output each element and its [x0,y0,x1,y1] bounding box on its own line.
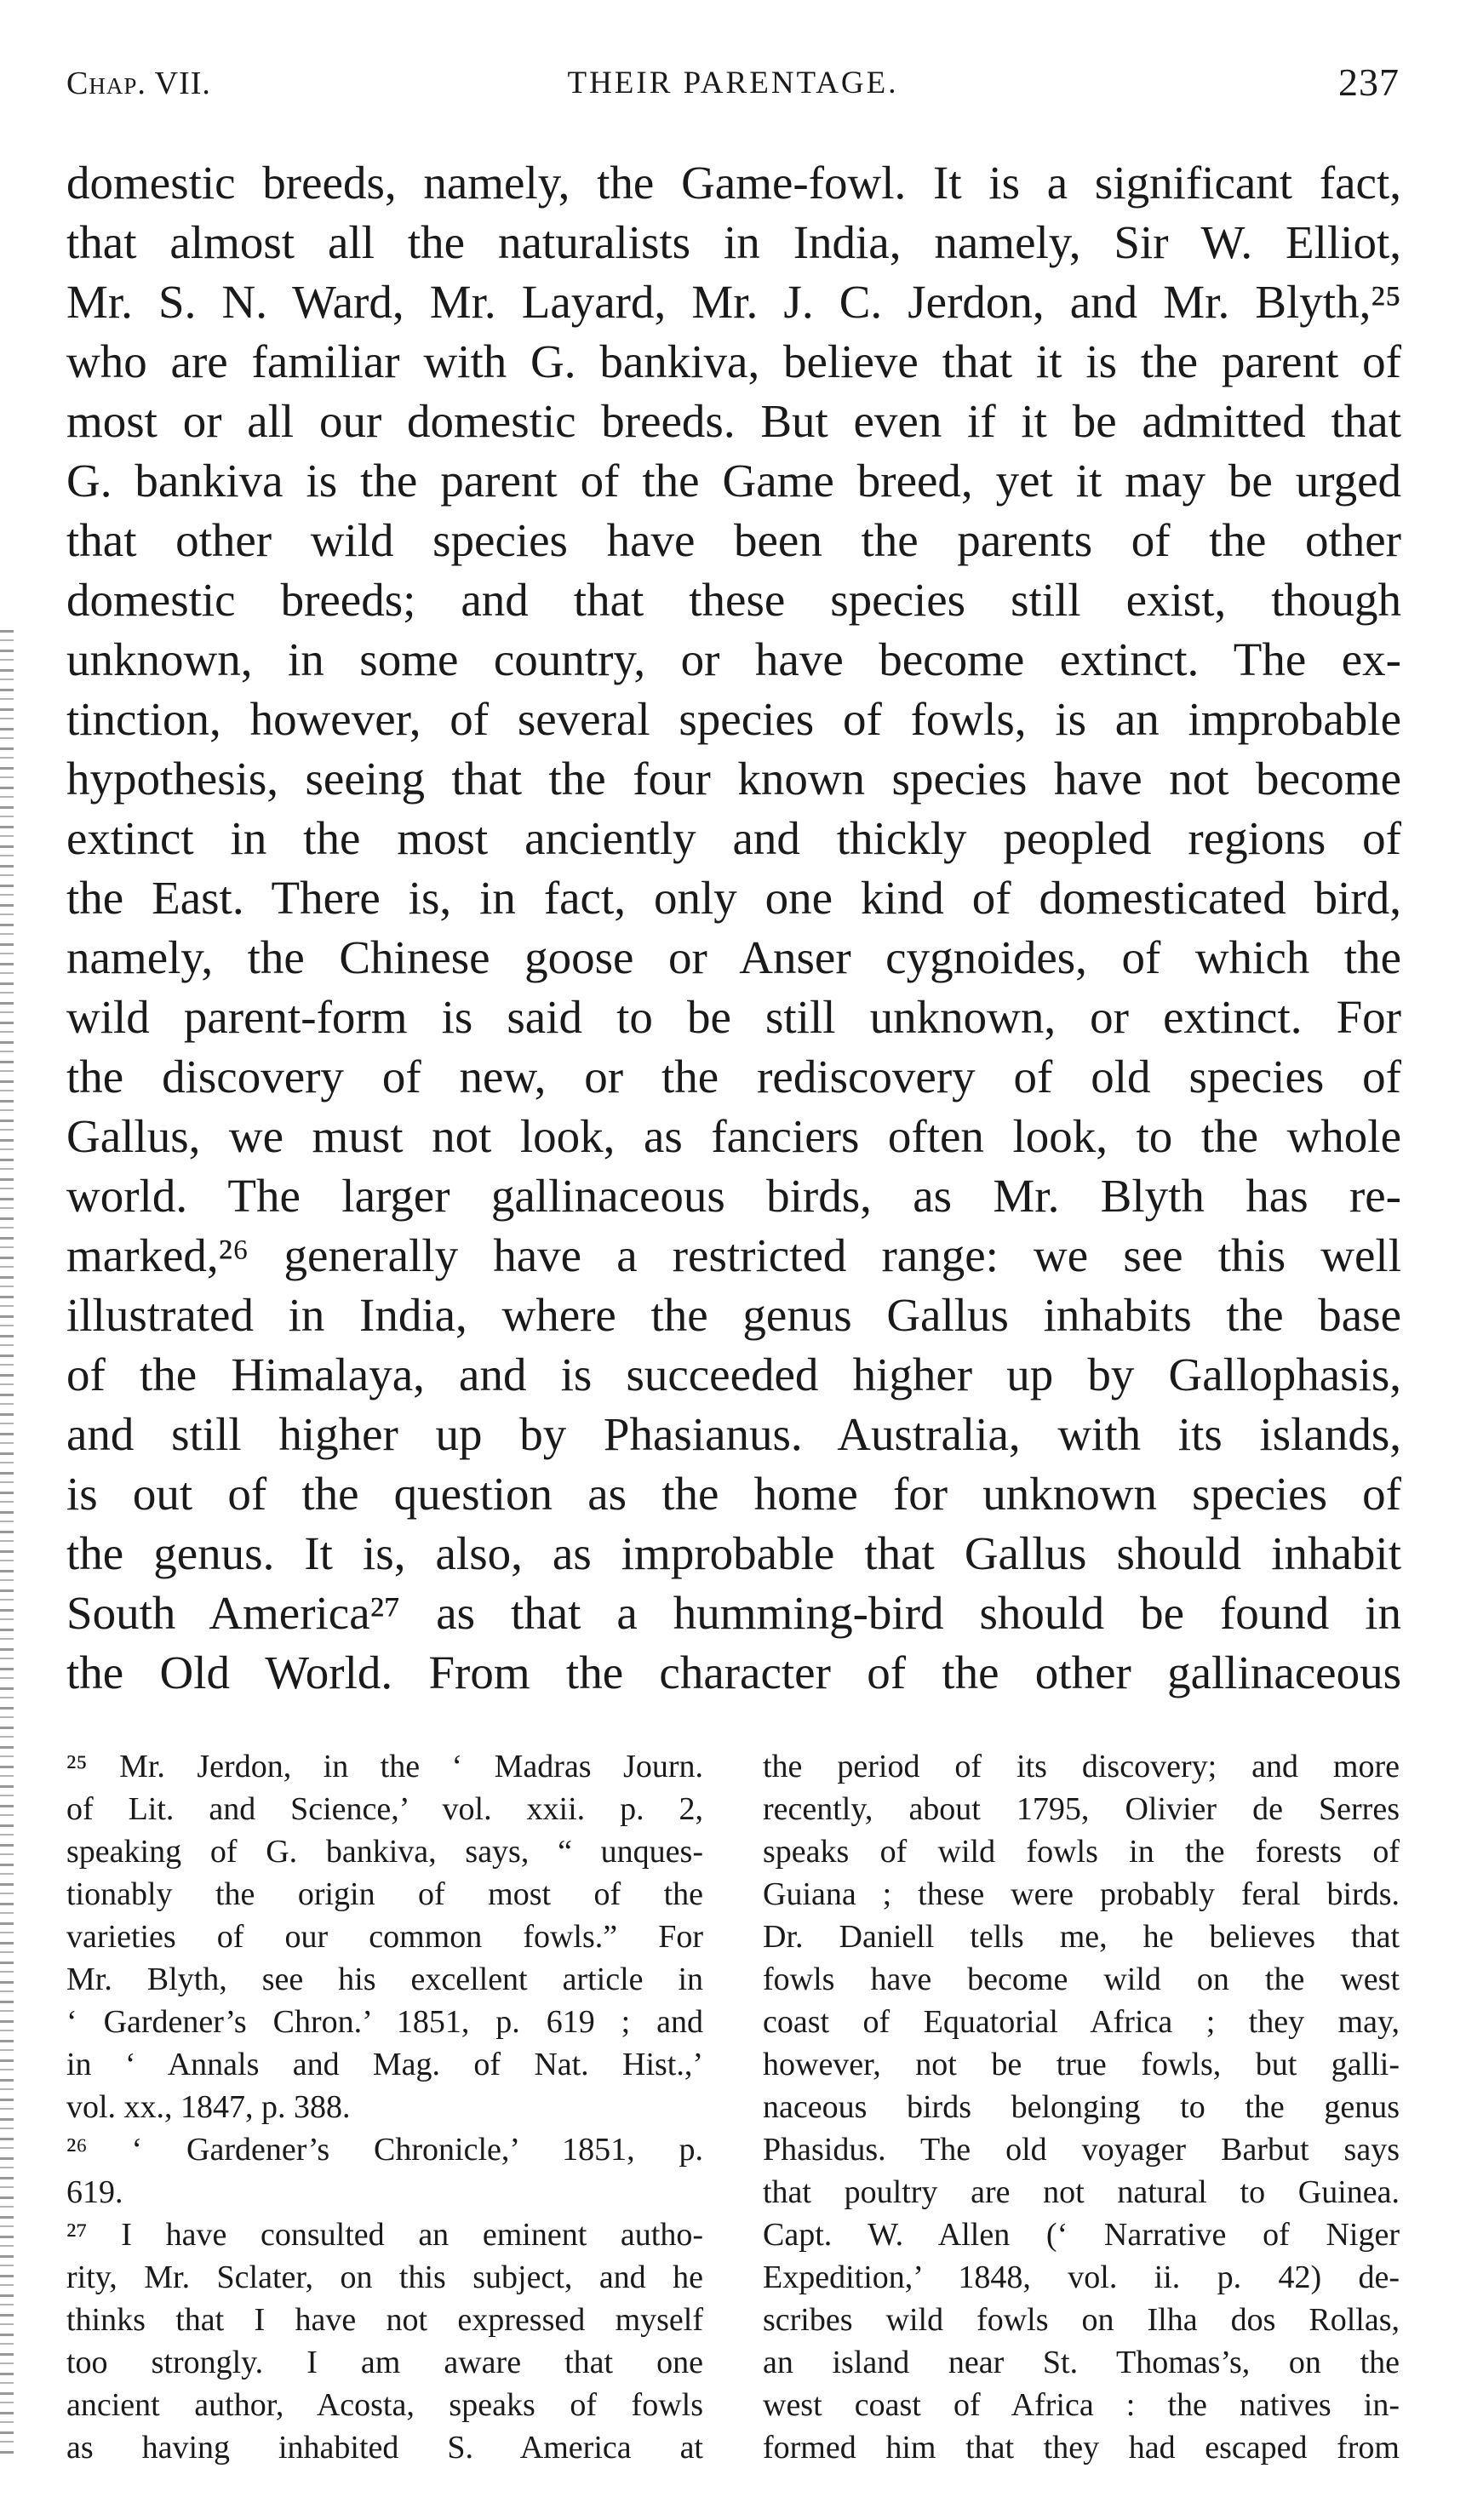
footnote-line: ²⁵ Mr. Jerdon, in the ‘ Madras Journ. [66,1749,703,1784]
footnote-line: ‘ Gardener’s Chron.’ 1851, p. 619 ; and [66,2004,703,2040]
binding-edge [0,630,14,2460]
footnote-line: an island near St. Thomas’s, on the [763,2345,1400,2380]
page-number: 237 [1338,60,1400,104]
footnotes-right-column [763,1745,1400,2469]
footnote-line: varieties of our common fowls.” For [66,1919,703,1955]
footnotes-left-column [66,1745,703,2469]
footnote-line: as having inhabited S. America at [66,2430,703,2466]
body-line: hypothesis, seeing that the four known species have not become [66,753,1401,805]
footnote-line: naceous birds belonging to the genus [763,2089,1400,2125]
body-text [66,153,1401,1703]
body-line: of the Himalaya, and is succeeded higher up by Gallophasis, [66,1349,1401,1400]
body-line: Mr. S. N. Ward, Mr. Layard, Mr. J. C. Jerdon, and Mr. Blyth,²⁵ [66,276,1401,328]
body-line: wild parent-form is said to be still unknown, or extinct. For [66,991,1401,1043]
footnote-line: formed him that they had escaped from [763,2430,1400,2466]
footnote-line: west coast of Africa : the natives in- [763,2387,1400,2423]
body-line: the genus. It is, also, as improbable that Gallus should inhabit [66,1527,1401,1579]
body-line: illustrated in India, where the genus Gallus inhabits the base [66,1289,1401,1341]
body-line: most or all our domestic breeds. But even if it be admitted that [66,395,1401,447]
body-line: the discovery of new, or the rediscovery of old species of [66,1051,1401,1102]
body-line: and still higher up by Phasianus. Australia, with its islands, [66,1408,1401,1460]
footnotes [66,1745,1401,2477]
footnote-line: Capt. W. Allen (‘ Narrative of Niger [763,2217,1400,2253]
body-line: extinct in the most anciently and thickly peopled regions of [66,812,1401,864]
footnote-line: vol. xx., 1847, p. 388. [66,2089,351,2125]
body-line: unknown, in some country, or have become extinct. The ex- [66,633,1401,685]
footnote-line: speaking of G. bankiva, says, “ unques- [66,1834,703,1870]
body-line: G. bankiva is the parent of the Game breed, yet it may be urged [66,455,1401,507]
body-line: that almost all the naturalists in India, namely, Sir W. Elliot, [66,216,1401,268]
footnote-line: Guiana ; these were probably feral birds. [763,1876,1400,1912]
footnote-line: Expedition,’ 1848, vol. ii. p. 42) de- [763,2259,1400,2295]
footnote-line: ²⁶ ‘ Gardener’s Chronicle,’ 1851, p. [66,2132,703,2168]
footnote-line: Phasidus. The old voyager Barbut says [763,2132,1400,2168]
footnote-line: ²⁷ I have consulted an eminent autho- [66,2217,703,2253]
footnote-line: however, not be true fowls, but galli- [763,2047,1400,2082]
footnote-line: rity, Mr. Sclater, on this subject, and he [66,2259,703,2295]
footnote-line: Mr. Blyth, see his excellent article in [66,1962,703,1997]
footnote-line: fowls have become wild on the west [763,1962,1400,1997]
body-line: domestic breeds, namely, the Game-fowl. It is a significant fact, [66,157,1401,209]
footnote-line: thinks that I have not expressed myself [66,2302,703,2338]
body-line: world. The larger gallinaceous birds, as Mr. Blyth has re- [66,1170,1401,1222]
running-head [66,60,1400,111]
footnote-line: tionably the origin of most of the [66,1876,703,1912]
body-line: domestic breeds; and that these species still exist, though [66,574,1401,626]
body-line: tinction, however, of several species of fowls, is an improbable [66,693,1401,745]
body-line: marked,²⁶ generally have a restricted range: we see this well [66,1229,1401,1281]
body-line: is out of the question as the home for unknown species of [66,1468,1401,1520]
footnote-line: 619. [66,2174,123,2210]
body-line: that other wild species have been the parents of the other [66,514,1401,566]
footnote-line: the period of its discovery; and more [763,1749,1400,1784]
footnote-line: Dr. Daniell tells me, he believes that [763,1919,1400,1955]
chapter-label: Chap. VII. [66,66,211,101]
footnote-line: scribes wild fowls on Ilha dos Rollas, [763,2302,1400,2338]
footnote-line: in ‘ Annals and Mag. of Nat. Hist.,’ [66,2047,703,2082]
body-line: who are familiar with G. bankiva, believe that it is the parent of [66,335,1401,387]
footnote-line: that poultry are not natural to Guinea. [763,2174,1400,2210]
footnote-line: too strongly. I am aware that one [66,2345,703,2380]
footnote-line: ancient author, Acosta, speaks of fowls [66,2387,703,2423]
footnote-line: coast of Equatorial Africa ; they may, [763,2004,1400,2040]
body-line: Gallus, we must not look, as fanciers often look, to the whole [66,1110,1401,1162]
body-line: the Old World. From the character of the other gallinaceous [66,1647,1401,1698]
footnote-line: speaks of wild fowls in the forests of [763,1834,1400,1870]
footnote-line: recently, about 1795, Olivier de Serres [763,1791,1400,1827]
running-title: THEIR PARENTAGE. [567,66,899,100]
body-line: South America²⁷ as that a humming-bird should be found in [66,1587,1401,1639]
body-line: the East. There is, in fact, only one kind of domesticated bird, [66,872,1401,924]
footnote-line: of Lit. and Science,’ vol. xxii. p. 2, [66,1791,703,1827]
body-line: namely, the Chinese goose or Anser cygnoides, of which the [66,931,1401,983]
